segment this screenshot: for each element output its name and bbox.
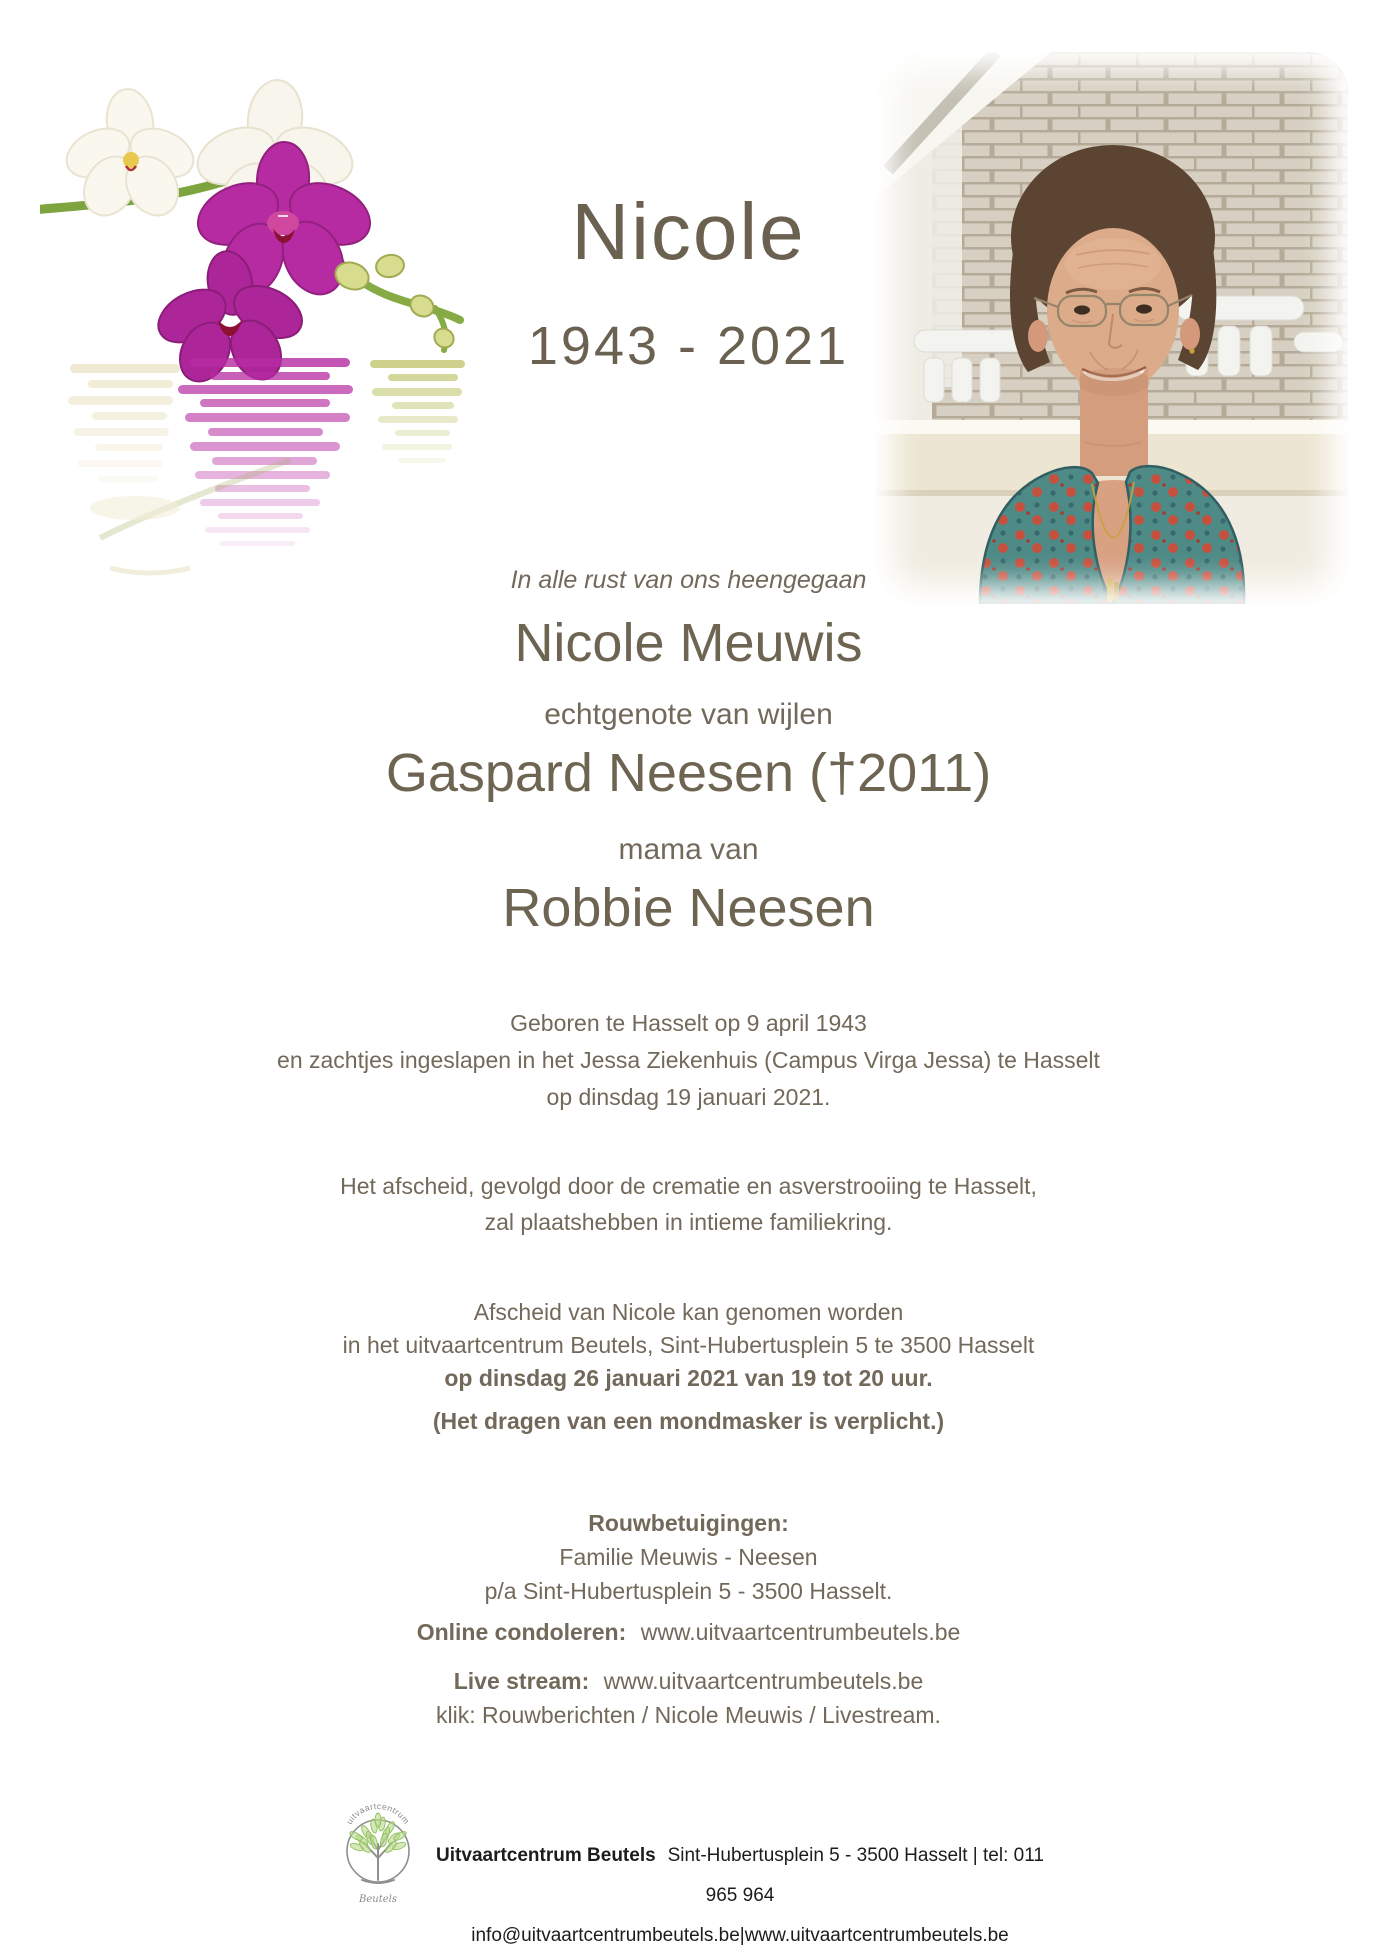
visitation-date-line: op dinsdag 26 januari 2021 van 19 tot 20 uur. — [444, 1365, 933, 1391]
first-name-title: Nicole — [571, 187, 806, 276]
ceremony-line-2: zal plaatshebben in intieme familiekring. — [484, 1209, 893, 1235]
condolences-address: p/a Sint-Hubertusplein 5 - 3500 Hasselt. — [484, 1578, 893, 1604]
online-condolence-url[interactable]: www.uitvaartcentrumbeutels.be — [640, 1619, 961, 1645]
visitation-line-1: Afscheid van Nicole kan genomen worden — [473, 1299, 904, 1325]
ceremony-line-1: Het afscheid, gevolgd door de crematie en asverstrooiing te Hasselt, — [340, 1173, 1037, 1199]
online-condolence-label: Online condoleren: — [416, 1619, 627, 1645]
livestream-hint: klik: Rouwberichten / Nicole Meuwis / Livestream. — [436, 1702, 941, 1728]
child-label: mama van — [618, 833, 759, 866]
footer-company-name: Uitvaartcentrum Beutels — [436, 1845, 656, 1866]
death-place-line: en zachtjes ingeslapen in het Jessa Ziekenhuis (Campus Virga Jessa) te Hasselt — [277, 1047, 1100, 1073]
deceased-name: Nicole Meuwis — [514, 613, 863, 673]
mask-notice: (Het dragen van een mondmasker is verplicht.) — [432, 1408, 945, 1434]
visitation-paragraph — [0, 1296, 1377, 1395]
logo-name-text: Beutels — [359, 1894, 397, 1905]
footer-contact-block — [420, 1836, 1060, 1949]
birth-death-paragraph — [0, 1005, 1377, 1116]
livestream-paragraph — [0, 1664, 1377, 1732]
intro-line: In alle rust van ons heengegaan — [510, 566, 867, 594]
logo-arc-text: uitvaartcentrum — [344, 1800, 412, 1827]
death-date-line: op dinsdag 19 januari 2021. — [546, 1084, 831, 1110]
livestream-line — [0, 1664, 1377, 1698]
livestream-label: Live stream: — [453, 1668, 590, 1694]
footer-address: Sint-Hubertusplein 5 - 3500 Hasselt | tel: 011 965 964 — [667, 1845, 1044, 1906]
spouse-label: echtgenote van wijlen — [544, 698, 833, 731]
eye-left — [1074, 305, 1090, 314]
footer-address-line — [420, 1836, 1060, 1916]
livestream-url[interactable]: www.uitvaartcentrumbeutels.be — [603, 1668, 924, 1694]
birth-line: Geboren te Hasselt op 9 april 1943 — [510, 1010, 867, 1036]
condolences-heading: Rouwbetuigingen: — [588, 1510, 789, 1536]
condolences-family: Familie Meuwis - Neesen — [559, 1544, 818, 1570]
footer-contact-line: info@uitvaartcentrumbeutels.be|www.uitvaartcentrumbeutels.be — [471, 1925, 1009, 1946]
ceremony-paragraph — [0, 1168, 1377, 1240]
life-years: 1943 - 2021 — [527, 316, 850, 376]
visitation-line-2: in het uitvaartcentrum Beutels, Sint-Hubertusplein 5 te 3500 Hasselt — [342, 1332, 1035, 1358]
eye-right — [1136, 304, 1152, 313]
logo-graphic — [336, 1794, 420, 1910]
online-condolence-line — [0, 1619, 1377, 1646]
child-name: Robbie Neesen — [502, 878, 875, 938]
water-reflection — [68, 358, 465, 573]
funeral-home-logo — [336, 1794, 420, 1910]
condolences-paragraph — [0, 1506, 1377, 1608]
spouse-name: Gaspard Neesen (†2011) — [385, 743, 992, 803]
